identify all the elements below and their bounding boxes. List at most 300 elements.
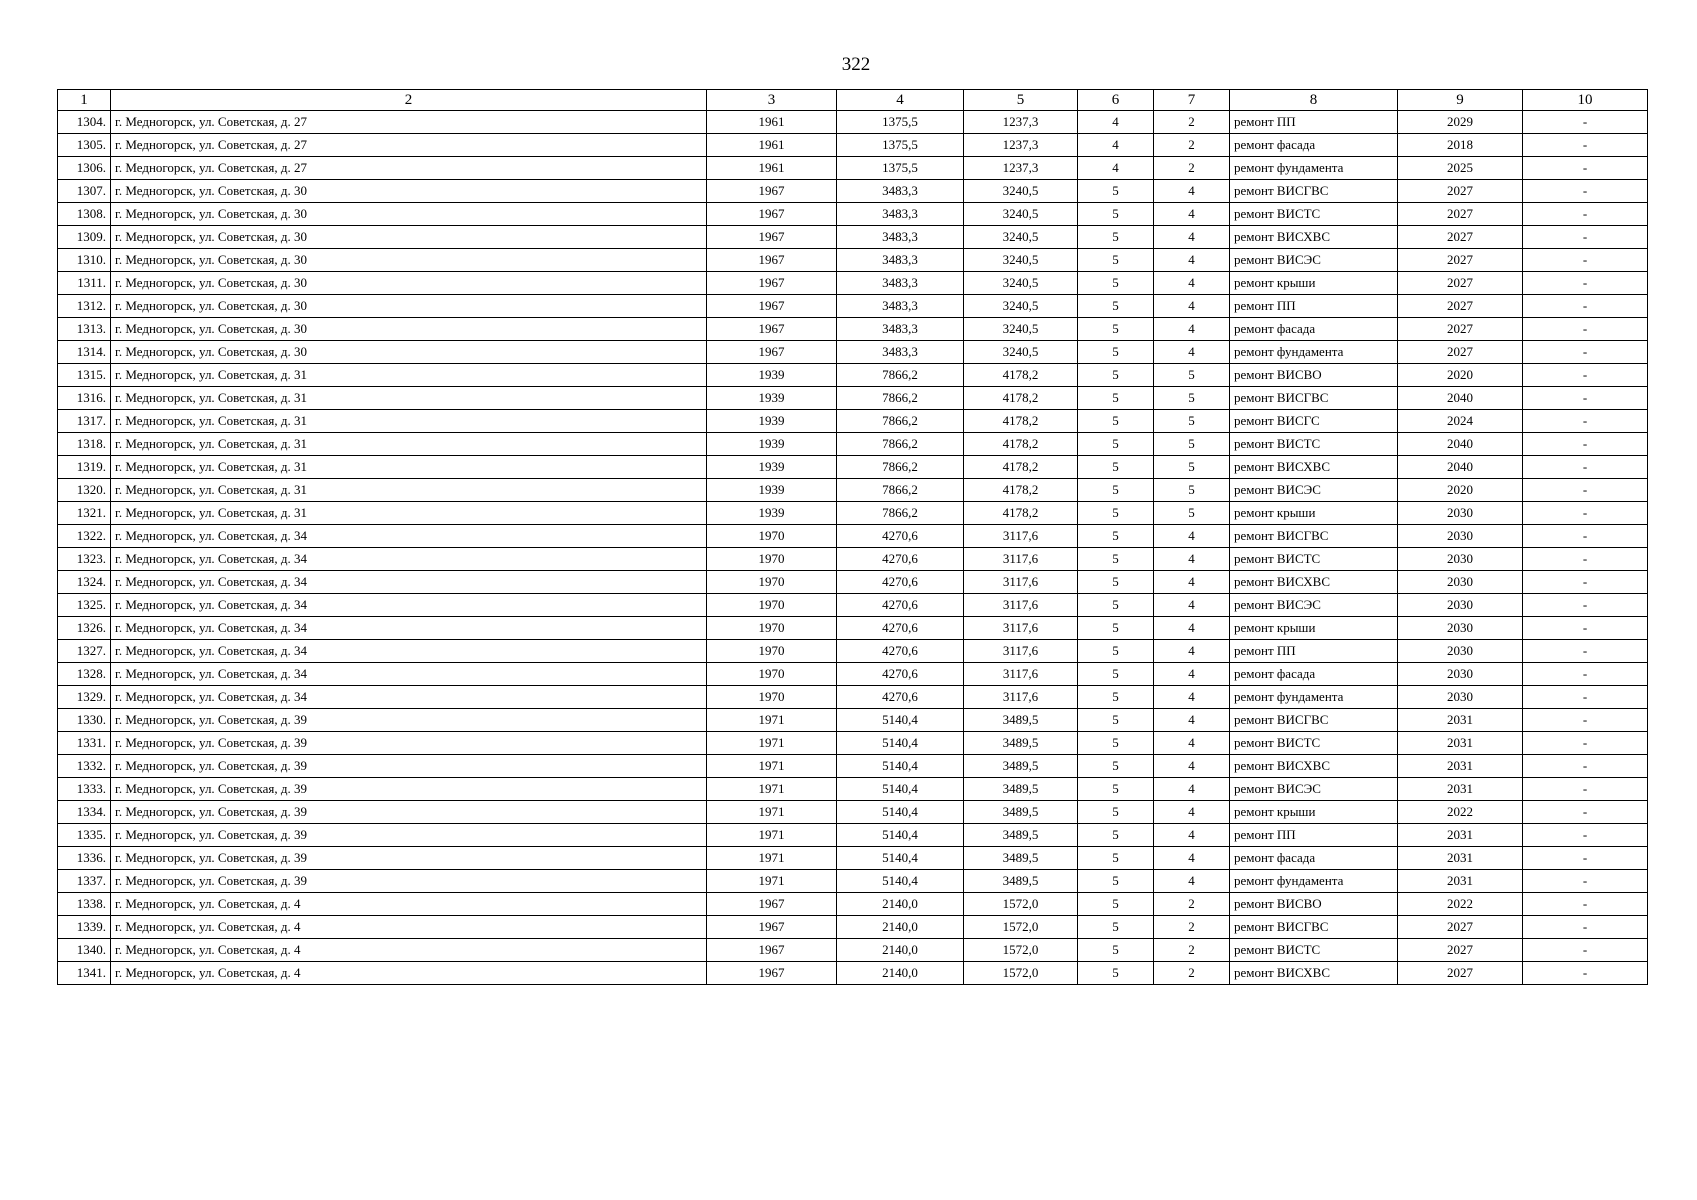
cell-plan-year: 2022	[1398, 893, 1523, 916]
cell-entrances: 5	[1154, 502, 1230, 525]
cell-year: 1970	[707, 594, 837, 617]
cell-year: 1961	[707, 134, 837, 157]
cell-index: 1324.	[58, 571, 111, 594]
cell-floors: 5	[1078, 847, 1154, 870]
cell-plan-year: 2024	[1398, 410, 1523, 433]
table-header	[58, 90, 1648, 111]
cell-living-area: 3489,5	[964, 755, 1078, 778]
cell-living-area: 3240,5	[964, 318, 1078, 341]
cell-year: 1970	[707, 617, 837, 640]
cell-plan-year: 2040	[1398, 433, 1523, 456]
cell-plan-year: 2027	[1398, 341, 1523, 364]
cell-address: г. Медногорск, ул. Советская, д. 31	[111, 502, 707, 525]
cell-total-area: 2140,0	[837, 962, 964, 985]
cell-total-area: 4270,6	[837, 617, 964, 640]
cell-note: -	[1523, 249, 1648, 272]
cell-total-area: 1375,5	[837, 134, 964, 157]
cell-living-area: 3489,5	[964, 824, 1078, 847]
table-row	[58, 732, 1648, 755]
cell-index: 1321.	[58, 502, 111, 525]
cell-index: 1309.	[58, 226, 111, 249]
cell-note: -	[1523, 916, 1648, 939]
table-row	[58, 341, 1648, 364]
cell-note: -	[1523, 617, 1648, 640]
cell-year: 1939	[707, 387, 837, 410]
cell-year: 1961	[707, 157, 837, 180]
cell-year: 1970	[707, 548, 837, 571]
cell-address: г. Медногорск, ул. Советская, д. 31	[111, 479, 707, 502]
cell-index: 1328.	[58, 663, 111, 686]
cell-plan-year: 2027	[1398, 203, 1523, 226]
table-row	[58, 157, 1648, 180]
cell-total-area: 2140,0	[837, 893, 964, 916]
cell-floors: 5	[1078, 709, 1154, 732]
cell-floors: 4	[1078, 157, 1154, 180]
cell-total-area: 5140,4	[837, 778, 964, 801]
cell-floors: 5	[1078, 203, 1154, 226]
cell-work-type: ремонт ВИСХВС	[1230, 571, 1398, 594]
table-row	[58, 847, 1648, 870]
cell-entrances: 4	[1154, 226, 1230, 249]
cell-year: 1971	[707, 847, 837, 870]
cell-floors: 5	[1078, 295, 1154, 318]
cell-address: г. Медногорск, ул. Советская, д. 30	[111, 341, 707, 364]
cell-work-type: ремонт ВИСГВС	[1230, 709, 1398, 732]
cell-index: 1340.	[58, 939, 111, 962]
cell-living-area: 3117,6	[964, 594, 1078, 617]
cell-index: 1332.	[58, 755, 111, 778]
cell-address: г. Медногорск, ул. Советская, д. 4	[111, 962, 707, 985]
cell-index: 1306.	[58, 157, 111, 180]
cell-floors: 5	[1078, 870, 1154, 893]
table-row	[58, 318, 1648, 341]
cell-note: -	[1523, 387, 1648, 410]
table-row	[58, 870, 1648, 893]
table-row	[58, 387, 1648, 410]
cell-address: г. Медногорск, ул. Советская, д. 34	[111, 548, 707, 571]
cell-entrances: 4	[1154, 318, 1230, 341]
cell-address: г. Медногорск, ул. Советская, д. 39	[111, 778, 707, 801]
table-row	[58, 801, 1648, 824]
cell-year: 1967	[707, 939, 837, 962]
cell-work-type: ремонт фасада	[1230, 847, 1398, 870]
cell-year: 1970	[707, 686, 837, 709]
cell-entrances: 2	[1154, 157, 1230, 180]
cell-living-area: 3240,5	[964, 295, 1078, 318]
cell-address: г. Медногорск, ул. Советская, д. 30	[111, 249, 707, 272]
cell-work-type: ремонт ВИСТС	[1230, 939, 1398, 962]
cell-year: 1970	[707, 571, 837, 594]
cell-work-type: ремонт ВИСТС	[1230, 433, 1398, 456]
cell-work-type: ремонт ВИСЭС	[1230, 778, 1398, 801]
cell-address: г. Медногорск, ул. Советская, д. 30	[111, 203, 707, 226]
cell-living-area: 4178,2	[964, 410, 1078, 433]
table-row	[58, 364, 1648, 387]
cell-work-type: ремонт ВИСТС	[1230, 732, 1398, 755]
cell-plan-year: 2027	[1398, 180, 1523, 203]
cell-living-area: 3489,5	[964, 847, 1078, 870]
cell-note: -	[1523, 870, 1648, 893]
cell-note: -	[1523, 571, 1648, 594]
cell-total-area: 3483,3	[837, 180, 964, 203]
cell-index: 1333.	[58, 778, 111, 801]
cell-note: -	[1523, 709, 1648, 732]
cell-note: -	[1523, 410, 1648, 433]
cell-note: -	[1523, 157, 1648, 180]
cell-index: 1312.	[58, 295, 111, 318]
cell-floors: 5	[1078, 732, 1154, 755]
repair-schedule-table	[57, 89, 1648, 985]
header-col-address: 2	[111, 90, 707, 111]
cell-living-area: 3489,5	[964, 732, 1078, 755]
cell-living-area: 3240,5	[964, 180, 1078, 203]
cell-address: г. Медногорск, ул. Советская, д. 34	[111, 663, 707, 686]
cell-floors: 5	[1078, 778, 1154, 801]
cell-plan-year: 2030	[1398, 663, 1523, 686]
header-col-living-area: 5	[964, 90, 1078, 111]
cell-total-area: 1375,5	[837, 111, 964, 134]
cell-floors: 5	[1078, 594, 1154, 617]
cell-living-area: 3240,5	[964, 272, 1078, 295]
cell-year: 1939	[707, 456, 837, 479]
cell-entrances: 4	[1154, 180, 1230, 203]
cell-entrances: 4	[1154, 249, 1230, 272]
cell-index: 1313.	[58, 318, 111, 341]
cell-address: г. Медногорск, ул. Советская, д. 39	[111, 847, 707, 870]
cell-total-area: 4270,6	[837, 548, 964, 571]
cell-index: 1339.	[58, 916, 111, 939]
cell-floors: 5	[1078, 916, 1154, 939]
cell-work-type: ремонт ВИСГВС	[1230, 180, 1398, 203]
cell-note: -	[1523, 433, 1648, 456]
cell-living-area: 3489,5	[964, 778, 1078, 801]
cell-index: 1310.	[58, 249, 111, 272]
cell-living-area: 1237,3	[964, 111, 1078, 134]
cell-living-area: 1572,0	[964, 893, 1078, 916]
cell-note: -	[1523, 640, 1648, 663]
cell-floors: 5	[1078, 410, 1154, 433]
cell-work-type: ремонт крыши	[1230, 801, 1398, 824]
cell-address: г. Медногорск, ул. Советская, д. 34	[111, 525, 707, 548]
cell-living-area: 4178,2	[964, 364, 1078, 387]
table-row	[58, 571, 1648, 594]
cell-total-area: 5140,4	[837, 755, 964, 778]
cell-work-type: ремонт фасада	[1230, 318, 1398, 341]
cell-address: г. Медногорск, ул. Советская, д. 39	[111, 709, 707, 732]
cell-living-area: 3117,6	[964, 548, 1078, 571]
cell-entrances: 4	[1154, 203, 1230, 226]
cell-address: г. Медногорск, ул. Советская, д. 30	[111, 226, 707, 249]
cell-plan-year: 2031	[1398, 870, 1523, 893]
cell-plan-year: 2027	[1398, 318, 1523, 341]
cell-living-area: 4178,2	[964, 502, 1078, 525]
cell-entrances: 2	[1154, 962, 1230, 985]
cell-entrances: 4	[1154, 640, 1230, 663]
cell-address: г. Медногорск, ул. Советская, д. 4	[111, 916, 707, 939]
table-row	[58, 226, 1648, 249]
cell-floors: 5	[1078, 318, 1154, 341]
cell-year: 1967	[707, 916, 837, 939]
cell-address: г. Медногорск, ул. Советская, д. 31	[111, 387, 707, 410]
cell-year: 1961	[707, 111, 837, 134]
cell-entrances: 5	[1154, 387, 1230, 410]
cell-address: г. Медногорск, ул. Советская, д. 34	[111, 594, 707, 617]
cell-note: -	[1523, 778, 1648, 801]
cell-index: 1330.	[58, 709, 111, 732]
cell-entrances: 4	[1154, 663, 1230, 686]
cell-work-type: ремонт ПП	[1230, 295, 1398, 318]
cell-work-type: ремонт фундамента	[1230, 341, 1398, 364]
header-col-plan-year: 9	[1398, 90, 1523, 111]
cell-living-area: 3240,5	[964, 341, 1078, 364]
cell-floors: 5	[1078, 824, 1154, 847]
cell-year: 1967	[707, 341, 837, 364]
cell-work-type: ремонт крыши	[1230, 502, 1398, 525]
cell-total-area: 5140,4	[837, 732, 964, 755]
cell-note: -	[1523, 134, 1648, 157]
table-row	[58, 778, 1648, 801]
cell-floors: 5	[1078, 663, 1154, 686]
cell-work-type: ремонт фундамента	[1230, 157, 1398, 180]
cell-index: 1337.	[58, 870, 111, 893]
cell-note: -	[1523, 755, 1648, 778]
cell-plan-year: 2020	[1398, 364, 1523, 387]
cell-plan-year: 2031	[1398, 778, 1523, 801]
cell-work-type: ремонт ВИСЭС	[1230, 479, 1398, 502]
cell-year: 1971	[707, 824, 837, 847]
cell-work-type: ремонт ПП	[1230, 111, 1398, 134]
cell-entrances: 4	[1154, 272, 1230, 295]
cell-floors: 5	[1078, 801, 1154, 824]
cell-work-type: ремонт ВИСГВС	[1230, 525, 1398, 548]
table-row	[58, 525, 1648, 548]
cell-plan-year: 2040	[1398, 456, 1523, 479]
cell-index: 1338.	[58, 893, 111, 916]
cell-index: 1316.	[58, 387, 111, 410]
cell-entrances: 2	[1154, 134, 1230, 157]
cell-living-area: 1237,3	[964, 134, 1078, 157]
cell-note: -	[1523, 686, 1648, 709]
cell-work-type: ремонт фасада	[1230, 134, 1398, 157]
cell-work-type: ремонт ВИСХВС	[1230, 456, 1398, 479]
cell-entrances: 4	[1154, 341, 1230, 364]
cell-note: -	[1523, 893, 1648, 916]
cell-entrances: 5	[1154, 479, 1230, 502]
cell-total-area: 3483,3	[837, 318, 964, 341]
cell-index: 1329.	[58, 686, 111, 709]
cell-total-area: 5140,4	[837, 847, 964, 870]
cell-plan-year: 2040	[1398, 387, 1523, 410]
cell-plan-year: 2018	[1398, 134, 1523, 157]
cell-index: 1341.	[58, 962, 111, 985]
table-row	[58, 433, 1648, 456]
cell-year: 1971	[707, 870, 837, 893]
cell-floors: 5	[1078, 387, 1154, 410]
cell-total-area: 3483,3	[837, 272, 964, 295]
cell-total-area: 3483,3	[837, 203, 964, 226]
cell-address: г. Медногорск, ул. Советская, д. 31	[111, 364, 707, 387]
cell-year: 1970	[707, 525, 837, 548]
cell-year: 1971	[707, 755, 837, 778]
cell-address: г. Медногорск, ул. Советская, д. 4	[111, 893, 707, 916]
cell-plan-year: 2027	[1398, 939, 1523, 962]
cell-total-area: 2140,0	[837, 916, 964, 939]
cell-plan-year: 2030	[1398, 594, 1523, 617]
cell-living-area: 4178,2	[964, 433, 1078, 456]
cell-year: 1967	[707, 962, 837, 985]
cell-year: 1967	[707, 272, 837, 295]
cell-work-type: ремонт ВИСЭС	[1230, 594, 1398, 617]
cell-total-area: 3483,3	[837, 226, 964, 249]
cell-entrances: 4	[1154, 525, 1230, 548]
cell-total-area: 4270,6	[837, 663, 964, 686]
cell-floors: 5	[1078, 479, 1154, 502]
cell-address: г. Медногорск, ул. Советская, д. 34	[111, 640, 707, 663]
cell-address: г. Медногорск, ул. Советская, д. 27	[111, 111, 707, 134]
cell-note: -	[1523, 341, 1648, 364]
header-col-floors: 6	[1078, 90, 1154, 111]
table-row	[58, 594, 1648, 617]
table-row	[58, 617, 1648, 640]
cell-total-area: 4270,6	[837, 594, 964, 617]
cell-address: г. Медногорск, ул. Советская, д. 39	[111, 732, 707, 755]
cell-entrances: 4	[1154, 870, 1230, 893]
cell-year: 1939	[707, 433, 837, 456]
cell-address: г. Медногорск, ул. Советская, д. 27	[111, 157, 707, 180]
cell-total-area: 4270,6	[837, 571, 964, 594]
cell-floors: 5	[1078, 686, 1154, 709]
cell-index: 1323.	[58, 548, 111, 571]
cell-living-area: 1237,3	[964, 157, 1078, 180]
cell-floors: 5	[1078, 962, 1154, 985]
cell-index: 1318.	[58, 433, 111, 456]
cell-year: 1967	[707, 893, 837, 916]
table-row	[58, 824, 1648, 847]
cell-year: 1939	[707, 410, 837, 433]
cell-index: 1327.	[58, 640, 111, 663]
cell-total-area: 4270,6	[837, 686, 964, 709]
cell-living-area: 3117,6	[964, 525, 1078, 548]
cell-note: -	[1523, 732, 1648, 755]
header-col-note: 10	[1523, 90, 1648, 111]
cell-plan-year: 2031	[1398, 709, 1523, 732]
cell-year: 1967	[707, 295, 837, 318]
cell-living-area: 1572,0	[964, 916, 1078, 939]
cell-entrances: 4	[1154, 732, 1230, 755]
cell-address: г. Медногорск, ул. Советская, д. 39	[111, 824, 707, 847]
cell-floors: 5	[1078, 571, 1154, 594]
cell-note: -	[1523, 548, 1648, 571]
cell-address: г. Медногорск, ул. Советская, д. 30	[111, 318, 707, 341]
cell-living-area: 3117,6	[964, 686, 1078, 709]
cell-floors: 5	[1078, 939, 1154, 962]
cell-work-type: ремонт ПП	[1230, 824, 1398, 847]
cell-index: 1326.	[58, 617, 111, 640]
cell-address: г. Медногорск, ул. Советская, д. 27	[111, 134, 707, 157]
table-row	[58, 686, 1648, 709]
cell-work-type: ремонт ВИСТС	[1230, 203, 1398, 226]
table-row	[58, 295, 1648, 318]
cell-address: г. Медногорск, ул. Советская, д. 39	[111, 870, 707, 893]
cell-plan-year: 2031	[1398, 732, 1523, 755]
cell-note: -	[1523, 111, 1648, 134]
cell-entrances: 2	[1154, 893, 1230, 916]
cell-floors: 5	[1078, 456, 1154, 479]
cell-entrances: 4	[1154, 594, 1230, 617]
cell-living-area: 3489,5	[964, 709, 1078, 732]
cell-address: г. Медногорск, ул. Советская, д. 31	[111, 410, 707, 433]
cell-index: 1307.	[58, 180, 111, 203]
cell-plan-year: 2029	[1398, 111, 1523, 134]
cell-year: 1967	[707, 226, 837, 249]
cell-entrances: 4	[1154, 755, 1230, 778]
cell-plan-year: 2031	[1398, 847, 1523, 870]
cell-entrances: 4	[1154, 709, 1230, 732]
cell-total-area: 5140,4	[837, 801, 964, 824]
cell-work-type: ремонт ВИСВО	[1230, 893, 1398, 916]
table-row	[58, 249, 1648, 272]
cell-index: 1314.	[58, 341, 111, 364]
table-row	[58, 203, 1648, 226]
cell-living-area: 4178,2	[964, 456, 1078, 479]
cell-plan-year: 2022	[1398, 801, 1523, 824]
cell-address: г. Медногорск, ул. Советская, д. 31	[111, 433, 707, 456]
cell-living-area: 4178,2	[964, 387, 1078, 410]
cell-note: -	[1523, 939, 1648, 962]
cell-year: 1971	[707, 778, 837, 801]
cell-note: -	[1523, 663, 1648, 686]
cell-entrances: 5	[1154, 410, 1230, 433]
cell-living-area: 3489,5	[964, 801, 1078, 824]
cell-entrances: 4	[1154, 548, 1230, 571]
cell-plan-year: 2027	[1398, 295, 1523, 318]
header-col-work-type: 8	[1230, 90, 1398, 111]
cell-address: г. Медногорск, ул. Советская, д. 4	[111, 939, 707, 962]
cell-note: -	[1523, 364, 1648, 387]
cell-address: г. Медногорск, ул. Советская, д. 39	[111, 801, 707, 824]
cell-year: 1967	[707, 203, 837, 226]
table-row	[58, 893, 1648, 916]
cell-plan-year: 2030	[1398, 502, 1523, 525]
cell-plan-year: 2020	[1398, 479, 1523, 502]
cell-entrances: 2	[1154, 939, 1230, 962]
cell-work-type: ремонт ВИСХВС	[1230, 962, 1398, 985]
cell-living-area: 3117,6	[964, 617, 1078, 640]
cell-floors: 5	[1078, 525, 1154, 548]
cell-entrances: 4	[1154, 847, 1230, 870]
table-row	[58, 640, 1648, 663]
cell-floors: 5	[1078, 226, 1154, 249]
cell-note: -	[1523, 962, 1648, 985]
cell-living-area: 3117,6	[964, 663, 1078, 686]
cell-note: -	[1523, 801, 1648, 824]
cell-index: 1335.	[58, 824, 111, 847]
cell-address: г. Медногорск, ул. Советская, д. 34	[111, 686, 707, 709]
cell-work-type: ремонт ВИСГВС	[1230, 916, 1398, 939]
cell-living-area: 1572,0	[964, 939, 1078, 962]
cell-entrances: 4	[1154, 295, 1230, 318]
cell-work-type: ремонт фундамента	[1230, 686, 1398, 709]
cell-total-area: 5140,4	[837, 709, 964, 732]
cell-address: г. Медногорск, ул. Советская, д. 30	[111, 295, 707, 318]
cell-plan-year: 2030	[1398, 686, 1523, 709]
cell-entrances: 5	[1154, 433, 1230, 456]
cell-plan-year: 2027	[1398, 962, 1523, 985]
cell-work-type: ремонт крыши	[1230, 272, 1398, 295]
cell-plan-year: 2027	[1398, 916, 1523, 939]
cell-plan-year: 2031	[1398, 755, 1523, 778]
cell-plan-year: 2030	[1398, 640, 1523, 663]
